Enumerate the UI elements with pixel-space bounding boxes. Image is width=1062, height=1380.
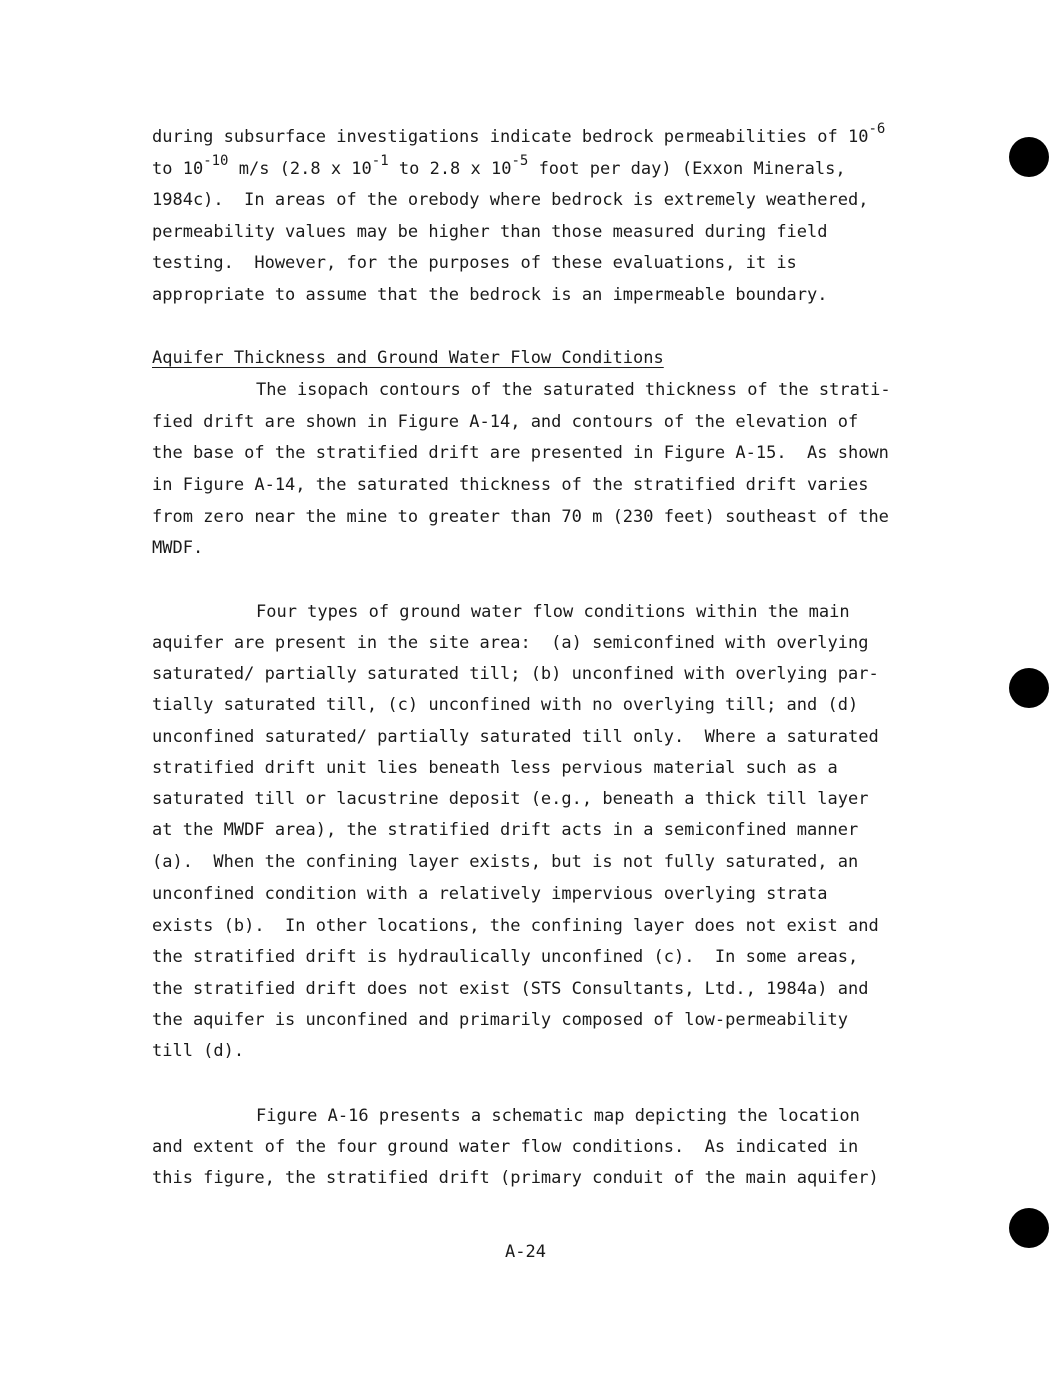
text-line: saturated till or lacustrine deposit (e.g., beneath a thick till layer <box>152 789 869 809</box>
text-line: exists (b). In other locations, the confining layer does not exist and <box>152 916 879 936</box>
text-line: unconfined saturated/ partially saturated till only. Where a saturated <box>152 727 879 747</box>
text-fragment: to 2.8 x 10 <box>388 159 512 179</box>
text-fragment: during subsurface investigations indicate bedrock permeabilities of 10 <box>152 127 869 147</box>
superscript: -5 <box>511 153 529 169</box>
text-line <box>152 121 886 147</box>
page-number: A-24 <box>505 1242 546 1262</box>
text-line: unconfined condition with a relatively impervious overlying strata <box>152 884 828 904</box>
text-line: the stratified drift does not exist (STS Consultants, Ltd., 1984a) and <box>152 979 869 999</box>
text-line: permeability values may be higher than those measured during field <box>152 222 828 242</box>
text-line: stratified drift unit lies beneath less pervious material such as a <box>152 758 838 778</box>
superscript: -10 <box>203 153 229 169</box>
text-line: 1984c). In areas of the orebody where bedrock is extremely weathered, <box>152 190 869 210</box>
text-line: Figure A-16 presents a schematic map depicting the location <box>256 1106 860 1126</box>
text-line: at the MWDF area), the stratified drift acts in a semiconfined manner <box>152 820 859 840</box>
text-line: fied drift are shown in Figure A-14, and contours of the elevation of <box>152 412 859 432</box>
text-fragment: to 10 <box>152 159 204 179</box>
text-line: appropriate to assume that the bedrock is an impermeable boundary. <box>152 285 828 305</box>
text-line: saturated/ partially saturated till; (b) unconfined with overlying par- <box>152 664 879 684</box>
text-fragment: m/s (2.8 x 10 <box>228 159 372 179</box>
text-fragment: foot per day) (Exxon Minerals, <box>528 159 846 179</box>
text-line: (a). When the confining layer exists, but is not fully saturated, an <box>152 852 859 872</box>
text-line: and extent of the four ground water flow conditions. As indicated in <box>152 1137 859 1157</box>
text-line <box>152 153 846 179</box>
text-line: the aquifer is unconfined and primarily composed of low-permeability <box>152 1010 848 1030</box>
text-line: testing. However, for the purposes of these evaluations, it is <box>152 253 797 273</box>
text-line: The isopach contours of the saturated thickness of the strati- <box>256 380 891 400</box>
punch-hole-top <box>1009 137 1049 177</box>
section-heading: Aquifer Thickness and Ground Water Flow Conditions <box>152 348 664 368</box>
text-line: the stratified drift is hydraulically unconfined (c). In some areas, <box>152 947 859 967</box>
text-line: aquifer are present in the site area: (a) semiconfined with overlying <box>152 633 869 653</box>
text-line: till (d). <box>152 1041 245 1061</box>
punch-hole-bottom <box>1009 1208 1049 1248</box>
text-line: Four types of ground water flow conditions within the main <box>256 602 850 622</box>
text-line: MWDF. <box>152 538 204 558</box>
text-line: in Figure A-14, the saturated thickness of the stratified drift varies <box>152 475 869 495</box>
text-line: from zero near the mine to greater than 70 m (230 feet) southeast of the <box>152 507 889 527</box>
text-line: tially saturated till, (c) unconfined with no overlying till; and (d) <box>152 695 859 715</box>
superscript: -1 <box>371 153 389 169</box>
text-line: this figure, the stratified drift (primary conduit of the main aquifer) <box>152 1168 879 1188</box>
text-line: the base of the stratified drift are presented in Figure A-15. As shown <box>152 443 889 463</box>
superscript: -6 <box>868 121 886 137</box>
punch-hole-middle <box>1009 668 1049 708</box>
